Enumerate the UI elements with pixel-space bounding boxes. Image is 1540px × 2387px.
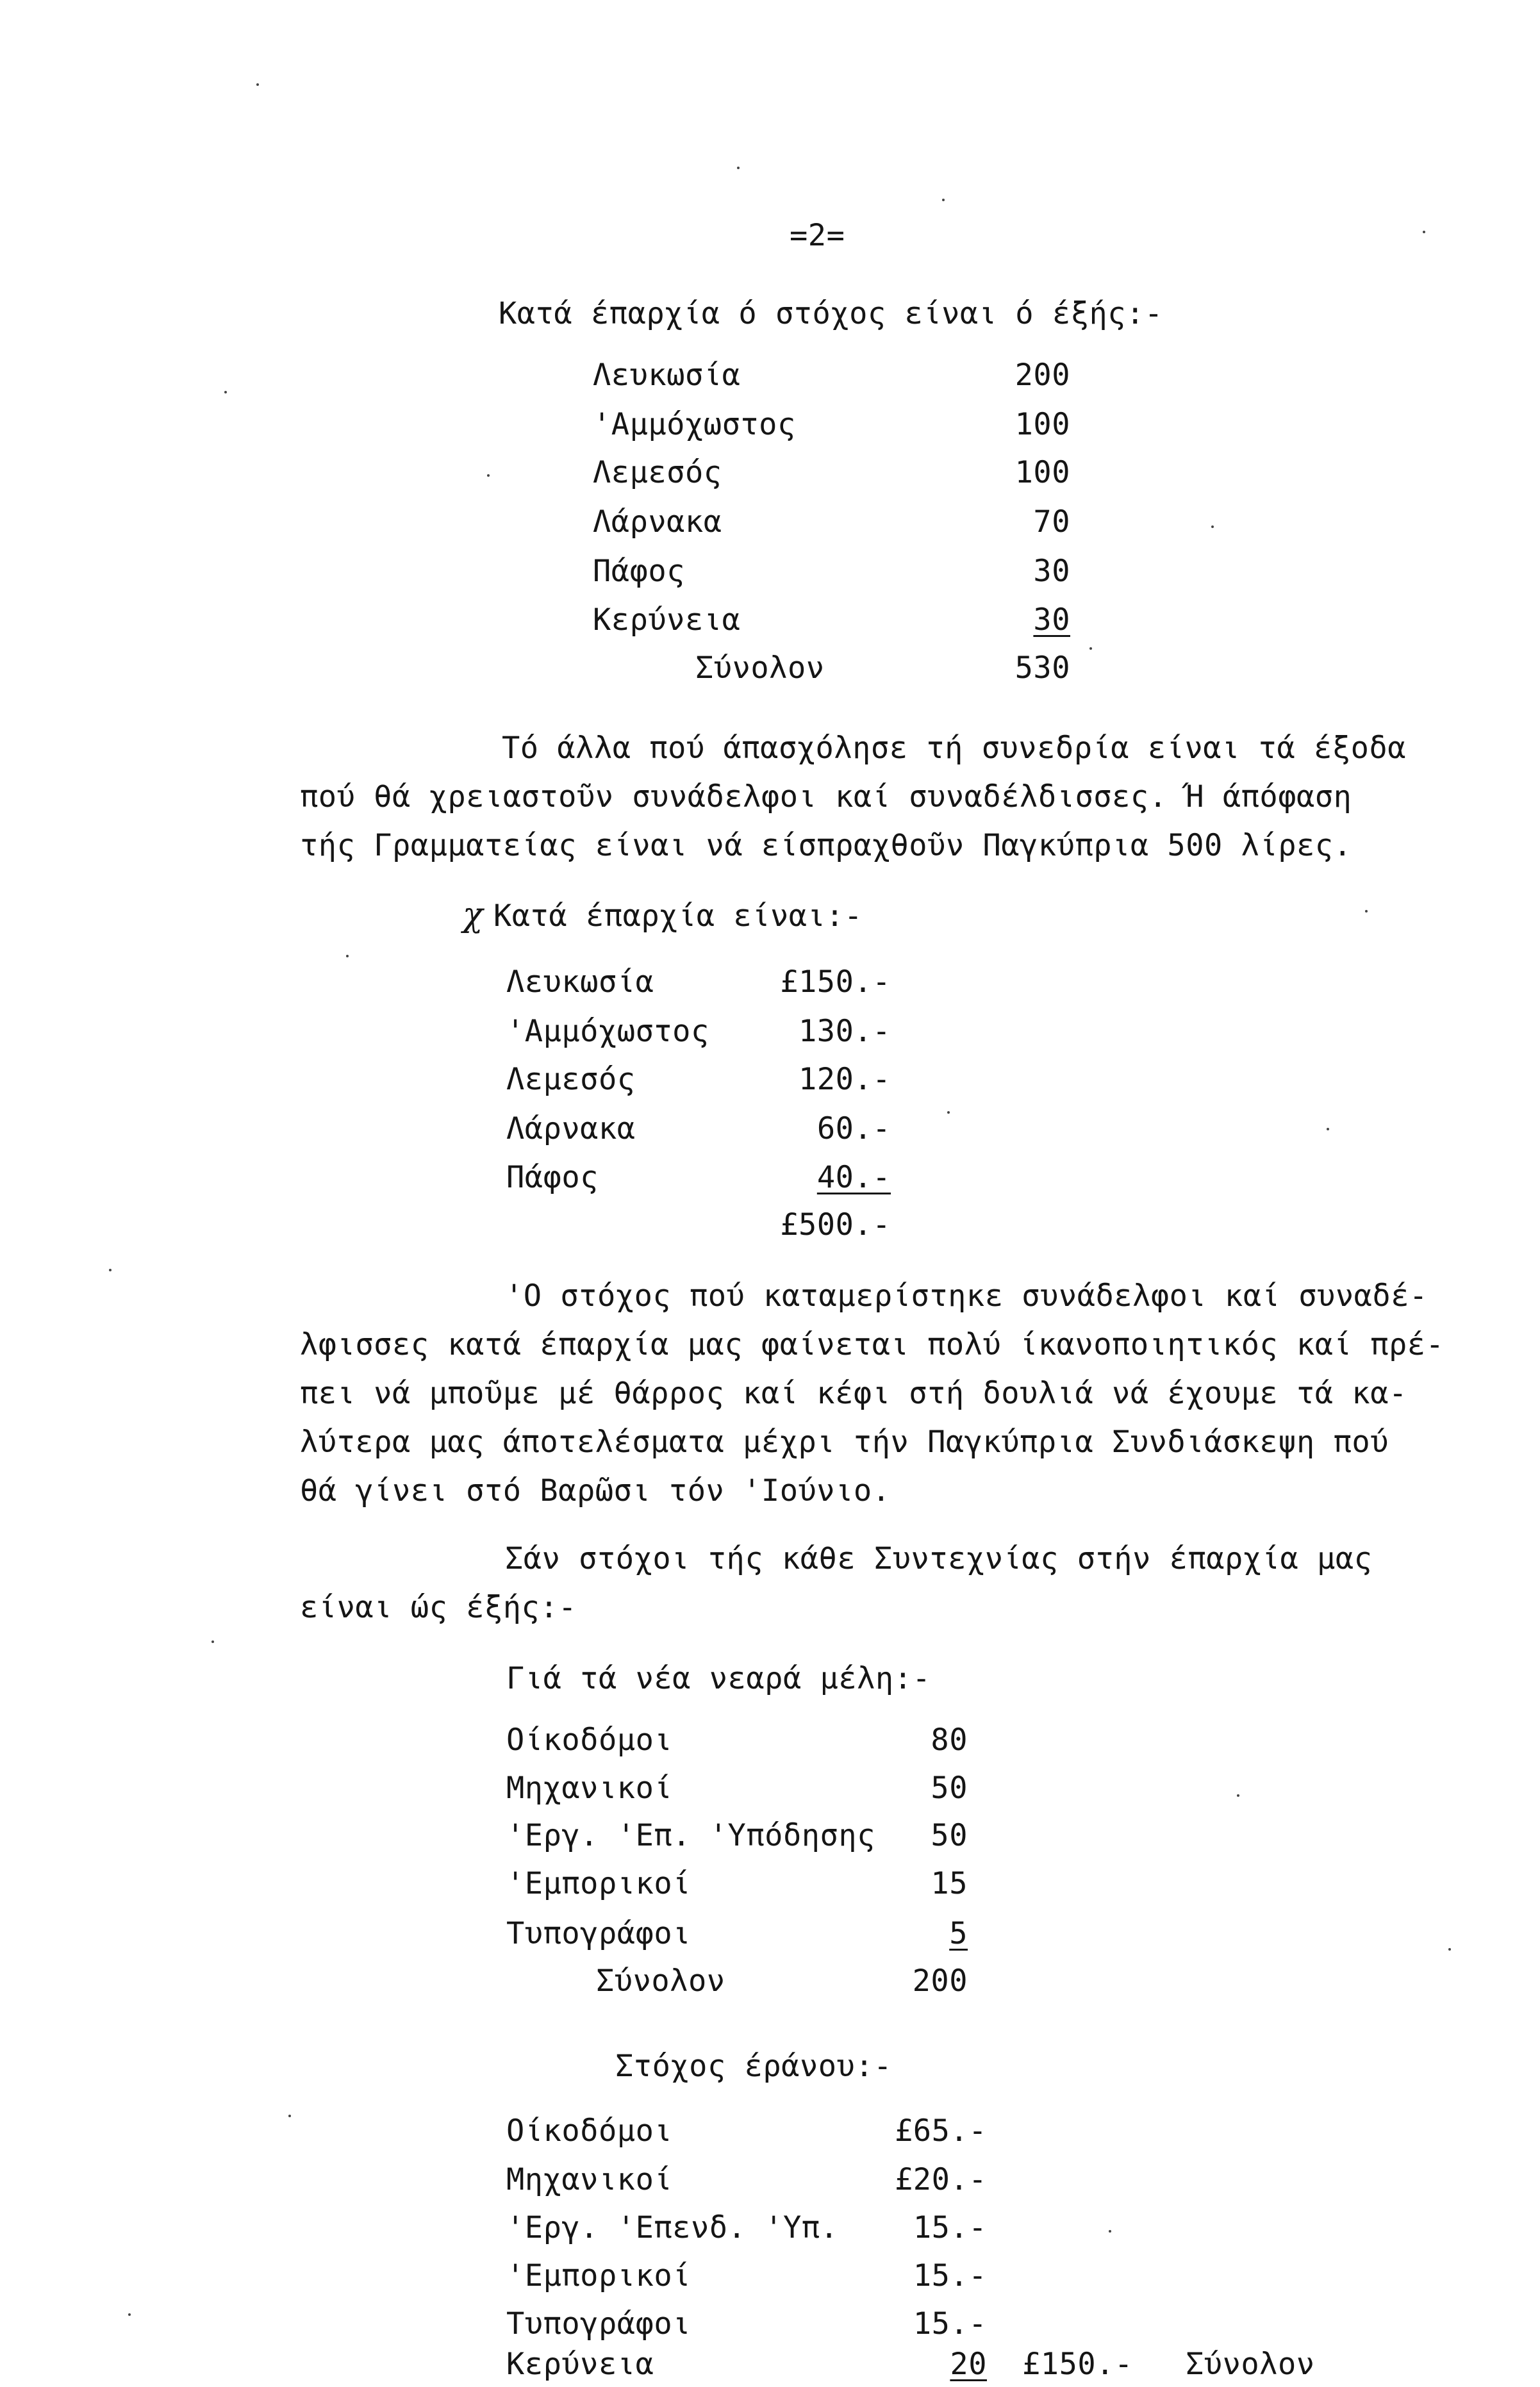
paragraph-line: πού θά χρειαστοῦν συνάδελφοι καί συναδέλδισσες. Ή άπόφαση xyxy=(300,779,1352,814)
section2-row-value: 60.- xyxy=(816,1111,891,1146)
scan-speck xyxy=(947,1111,950,1114)
section4-row-value: £20.- xyxy=(895,2162,987,2197)
section3-row-label: Μηχανικοί xyxy=(506,1771,673,1806)
section2-row-value: £150.- xyxy=(780,964,891,1000)
section3-row-value: 50 xyxy=(931,1818,968,1853)
section2-row-label: Λάρνακα xyxy=(506,1111,636,1146)
section2-row-label: Λεμεσός xyxy=(506,1062,636,1097)
section4-row-value: 15.- xyxy=(913,2306,987,2342)
section4-row-label: Κερύνεια xyxy=(506,2347,654,2382)
section1-row-value: 30 xyxy=(1033,602,1070,638)
paragraph-expenses xyxy=(300,724,1406,870)
section4-row-value: 15.- xyxy=(913,2258,987,2293)
section4-row-label: Τυπογράφοι xyxy=(506,2306,691,2342)
scan-speck xyxy=(346,955,349,957)
paragraph-union-targets xyxy=(300,1535,1372,1632)
section1-row-value: 70 xyxy=(1033,504,1070,540)
section3-row-label: 'Εμπορικοί xyxy=(506,1866,691,1901)
paragraph-line: θά γίνει στό Βαρῶσι τόν 'Ιούνιο. xyxy=(300,1473,891,1508)
scan-speck xyxy=(256,83,259,86)
section2-heading: Κατά έπαρχία είναι:- xyxy=(493,898,863,934)
scan-speck xyxy=(487,474,490,477)
section4-row-label: 'Εργ. 'Επενδ. 'Υπ. xyxy=(506,2210,839,2245)
scan-speck xyxy=(1365,910,1368,913)
section2-row-label: Πάφος xyxy=(506,1160,599,1195)
section1-heading: Κατά έπαρχία ό στόχος είναι ό έξής:- xyxy=(499,296,1163,331)
scan-speck xyxy=(109,1269,112,1271)
section1-row-value: 100 xyxy=(1014,407,1070,442)
paragraph-line: τής Γραμματείας είναι νά είσπραχθοῦν Παγκύπρια 500 λίρες. xyxy=(300,828,1352,863)
section2-row-value: 130.- xyxy=(799,1014,891,1049)
section3-heading: Γιά τά νέα νεαρά μέλη:- xyxy=(506,1661,931,1696)
scan-speck xyxy=(1211,525,1214,528)
section1-row-label: Πάφος xyxy=(593,554,685,589)
paragraph-line: 'Ο στόχος πού καταμερίστηκε συνάδελφοι καί συναδέ- xyxy=(505,1278,1428,1314)
section3-row-value: 50 xyxy=(931,1771,968,1806)
section4-row-label: Οίκοδόμοι xyxy=(506,2113,673,2149)
section1-row-label: Κερύνεια xyxy=(593,602,741,638)
section3-row-value: 15 xyxy=(931,1866,968,1901)
section4-row-label: Μηχανικοί xyxy=(506,2162,673,2197)
section2-row-label: 'Αμμόχωστος xyxy=(506,1014,709,1049)
section1-row-label: Λάρνακα xyxy=(593,504,722,540)
section1-total-value: 530 xyxy=(1014,650,1070,686)
scan-speck xyxy=(288,2115,291,2117)
section3-total-value: 200 xyxy=(912,1963,968,1999)
scan-speck xyxy=(128,2313,131,2316)
paragraph-line: λφισσες κατά έπαρχία μας φαίνεται πολύ ίκανοποιητικός καί πρέ- xyxy=(300,1327,1445,1362)
paragraph-target-assessment xyxy=(300,1272,1444,1516)
section2-row-label: Λευκωσία xyxy=(506,964,654,1000)
section4-grand-total: £150.- xyxy=(1022,2347,1133,2382)
section1-row-value: 200 xyxy=(1014,358,1070,393)
section3-row-value: 80 xyxy=(931,1722,968,1758)
section4-heading: Στόχος έράνου:- xyxy=(615,2049,892,2084)
section1-row-label: 'Αμμόχωστος xyxy=(593,407,796,442)
scan-speck xyxy=(1109,2230,1111,2233)
section1-total-label: Σύνολον xyxy=(695,650,825,686)
section1-row-value: 30 xyxy=(1033,554,1070,589)
section4-row-value: 20 xyxy=(950,2347,987,2382)
section4-grand-total-label: Σύνολον xyxy=(1186,2347,1315,2382)
section3-row-label: Τυπογράφοι xyxy=(506,1916,691,1951)
paragraph-line: Σάν στόχοι τής κάθε Συντεχνίας στήν έπαρχία μας xyxy=(505,1541,1373,1576)
section1-row-label: Λεμεσός xyxy=(593,455,722,490)
section2-row-value: 40.- xyxy=(816,1160,891,1195)
handwritten-mark: χ xyxy=(463,896,484,934)
scan-speck xyxy=(1448,1948,1451,1951)
scan-speck xyxy=(1089,647,1092,650)
section4-row-value: 15.- xyxy=(913,2210,987,2245)
scan-speck xyxy=(224,391,227,393)
section1-row-value: 100 xyxy=(1014,455,1070,490)
page-number: =2= xyxy=(790,218,845,253)
section2-total-value: £500.- xyxy=(780,1207,891,1243)
section4-row-value: £65.- xyxy=(895,2113,987,2149)
section3-row-label: 'Εργ. 'Επ. 'Υπόδησης xyxy=(506,1818,875,1853)
scan-speck xyxy=(737,167,740,169)
section3-row-label: Οίκοδόμοι xyxy=(506,1722,673,1758)
scan-speck xyxy=(1237,1794,1239,1797)
scan-speck xyxy=(1423,231,1425,233)
section1-row-label: Λευκωσία xyxy=(593,358,741,393)
scan-speck xyxy=(942,199,945,201)
paragraph-line: είναι ώς έξής:- xyxy=(300,1590,577,1625)
section4-row-label: 'Εμπορικοί xyxy=(506,2258,691,2293)
paragraph-line: λύτερα μας άποτελέσματα μέχρι τήν Παγκύπρια Συνδιάσκεψη πού xyxy=(300,1425,1389,1460)
scan-speck xyxy=(1327,1128,1329,1130)
paragraph-line: Τό άλλα πού άπασχόλησε τή συνεδρία είναι τά έξοδα xyxy=(502,731,1407,766)
section3-total-label: Σύνολον xyxy=(596,1963,725,1999)
section2-row-value: 120.- xyxy=(799,1062,891,1097)
section3-row-value: 5 xyxy=(949,1916,968,1951)
scan-speck xyxy=(211,1640,214,1643)
paragraph-line: πει νά μποῦμε μέ θάρρος καί κέφι στή δουλιά νά έχουμε τά κα- xyxy=(300,1376,1407,1411)
